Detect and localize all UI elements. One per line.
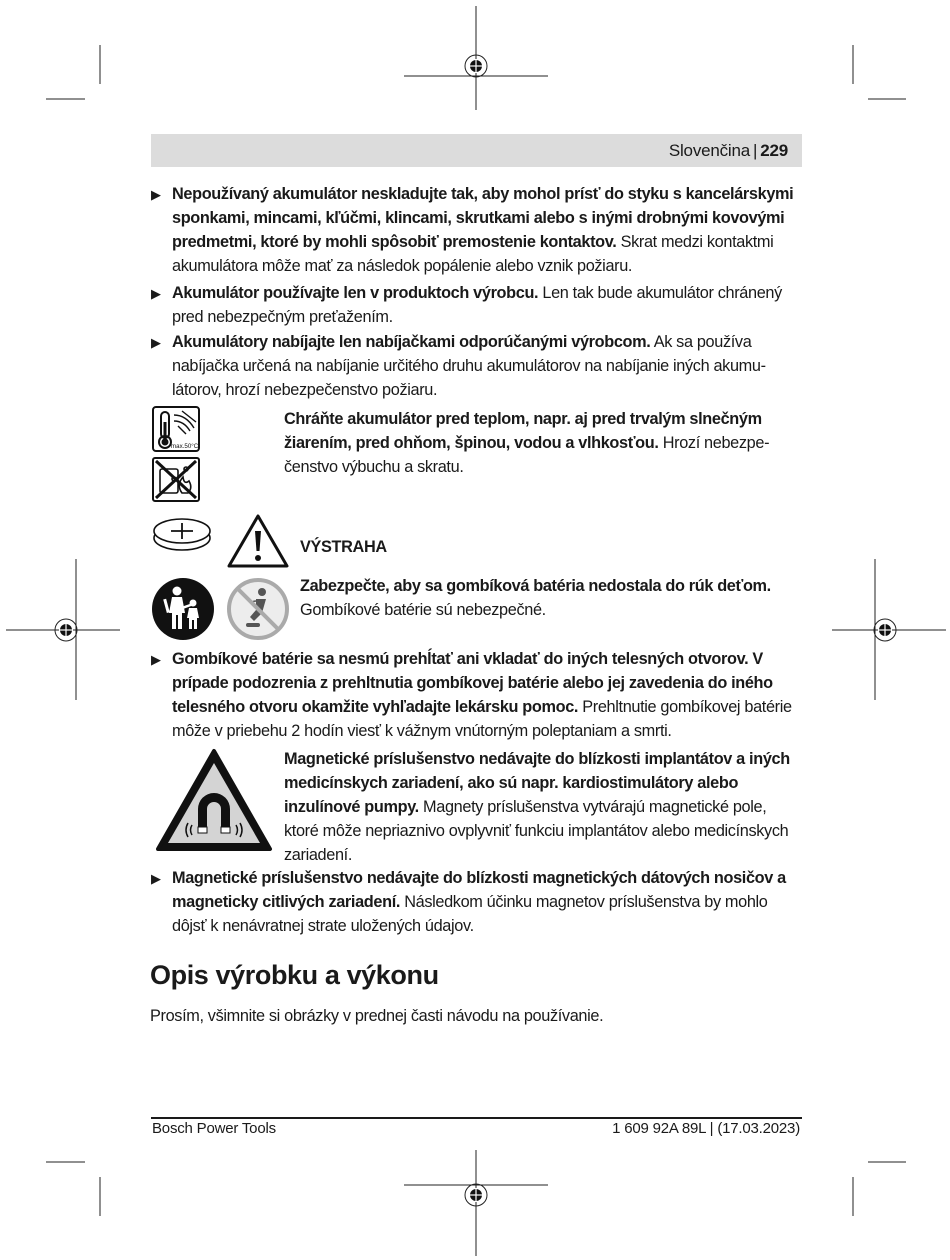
footer-doc-number: 1 609 92A 89L | (17.03.2023) (612, 1120, 800, 1137)
do-not-swallow-icon (226, 577, 290, 641)
bullet-marker: ▶ (151, 187, 161, 202)
footer-brand: Bosch Power Tools (152, 1120, 276, 1137)
bullet-marker: ▶ (151, 286, 161, 301)
section-heading: Opis výrobku a výkonu (150, 960, 439, 990)
heat-warning-text: Chráňte akumulátor pred teplom, napr. aj pred trvalým slnečným žiarením, pred ohňom, špinou, vodou a vlhkosťou. Hrozí nebezpečenstvo výbuchu a skratu. (284, 410, 770, 476)
bullet-marker: ▶ (151, 871, 161, 886)
bullet-marker: ▶ (151, 335, 161, 350)
header-text (669, 141, 788, 161)
page-number: 229 (760, 141, 788, 160)
bullet-recommended-chargers: Akumulátory nabíjajte len nabíjačkami odporúčanými výrobcom. Ak sa používa nabíjačka určená na nabíjanie určitého druhu akumulátorov na nabíjanie iných akumulátorov, hrozí nebezpečenstvo požiaru. (172, 333, 767, 399)
bullet-button-battery-swallow: Gombíkové batérie sa nesmú prehĺtať ani vkladať do iných telesných otvorov. V prípade podozrenia z prehltnutia gombíkovej batérie alebo jej zavedenia do iného telesného otvoru okamžite vyhľadajte lekársku pomoc. Prehltnutie gombíkovej batérie môže v priebehu 2 hodín viesť k vážnym vnútorným poleptaniam a smrti. (172, 650, 792, 740)
button-cell-battery-icon (152, 516, 212, 552)
bullet-battery-storage: Nepoužívaný akumulátor neskladujte tak, aby mohol prísť do styku s kancelárskymi sponkami, mincami, kľúčmi, klincami, skrutkami alebo s inými drobnými kovovými predmetmi, ktoré by mohli spôsobiť premostenie kontaktov. Skrat medzi kontaktmi akumulátora môže mať za následok popálenie alebo vznik požiaru. (172, 185, 794, 275)
keep-away-from-children-icon (151, 577, 215, 641)
warning-triangle-icon (226, 513, 290, 569)
bullet-manufacturer-products: Akumulátor používajte len v produktoch výrobcu. Len tak bude akumulátor chránený pred nebezpečným preťažením. (172, 284, 782, 326)
bullet-marker: ▶ (151, 652, 161, 667)
bullet-magnetic-data-carriers: Magnetické príslušenstvo nedávajte do blízkosti magnetických dátových nosičov a magneticky citlivých zariadení. Následkom účinku magnetov príslušenstva by mohlo dôjsť k nenávratnej strate uložených údajov. (172, 869, 786, 935)
section-text: Prosím, všimnite si obrázky v prednej časti návodu na používanie. (150, 1007, 604, 1025)
magnet-warning-text: Magnetické príslušenstvo nedávajte do blízkosti implantátov a iných medicínskych zariadení, ako sú napr. kardiostimulátory alebo inzulínové pumpy. Magnety príslušenstva vytvárajú magnetické pole, ktoré môže nepriaznivo ovplyvniť funkciu implantátov alebo medicínskych zariadení. (284, 750, 790, 864)
heat-protection-icon (152, 406, 200, 452)
footer-rule (151, 1117, 802, 1119)
page-header (151, 134, 802, 167)
signal-word: VÝSTRAHA (300, 538, 387, 556)
header-language: Slovenčina (668, 141, 751, 160)
header-separator: | (753, 141, 758, 160)
svg-text:max.50°C: max.50°C (171, 443, 199, 450)
button-battery-warning-text: Zabezpečte, aby sa gombíková batéria nedostala do rúk deťom. Gombíkové batérie sú nebezpečné. (300, 577, 771, 619)
magnet-warning-icon (154, 747, 274, 853)
no-fire-water-icon (152, 457, 200, 502)
